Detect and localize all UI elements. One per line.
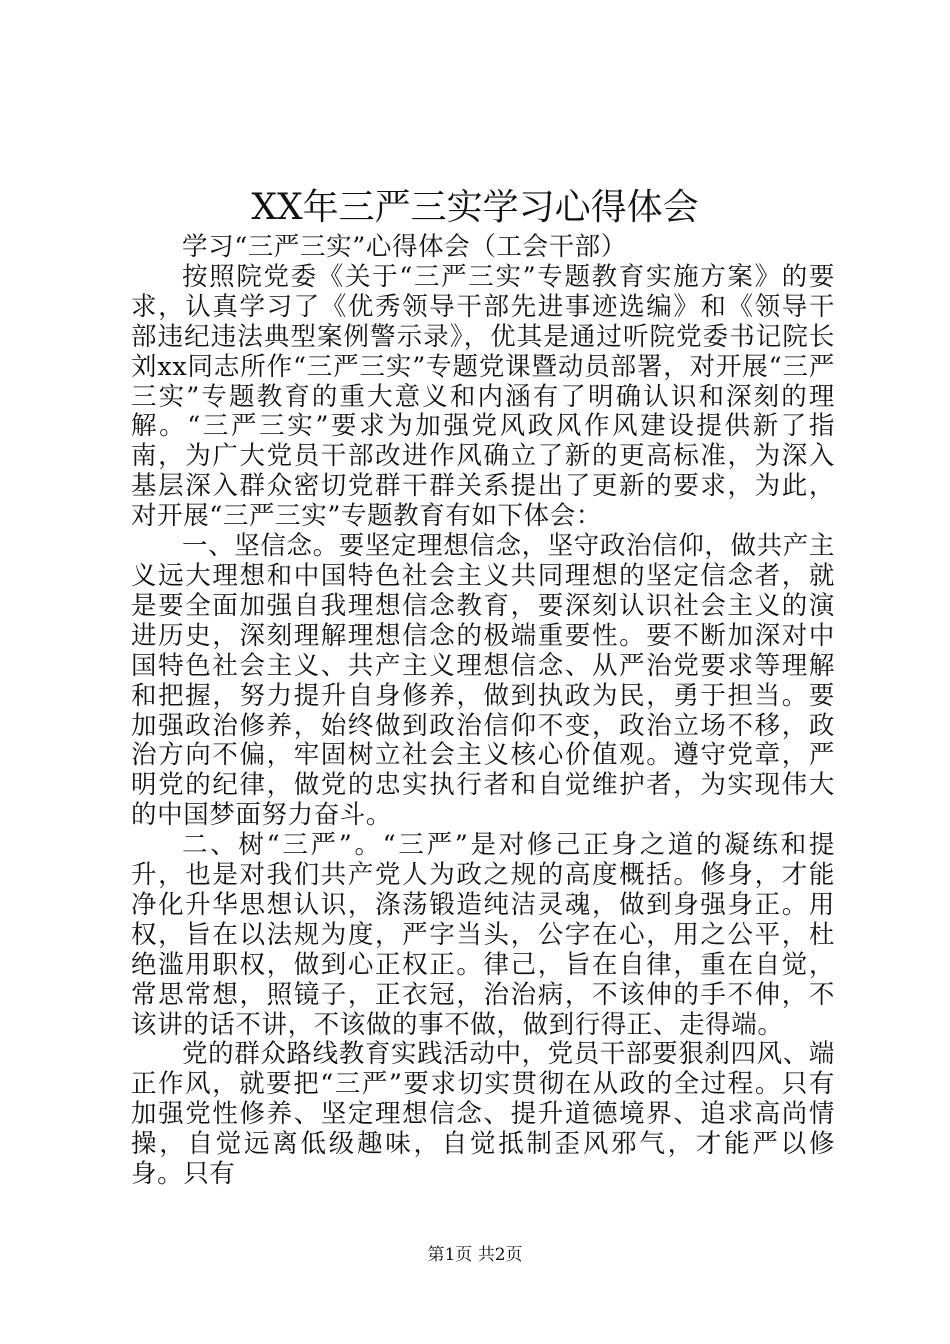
subtitle-paragraph: 学习“三严三实”心得体会（工会干部） — [182, 232, 627, 262]
body-paragraph: 一、坚信念。要坚定理想信念，坚守政治信仰，做共产主义远大理想和中国特色社会主义共同理想的坚定信念者，就是要全面加强自我理想信念教育，要深刻认识社会主义的演进历史，深刻理解理想信念的极端重要性。要不断加深对中国特色社会主义、共产主义理想信念、从严治党要求等理解和把握，努力提升自身修养，做到执政为民，勇于担当。要加强政治修养，始终做到政治信仰不变，政治立场不移，政治方向不偏，牢固树立社会主义核心价值观。遵守党章，严明党的纪律，做党的忠实执行者和自觉维护者，为实现伟大的中国梦面努力奋斗。 — [131, 531, 835, 831]
body-paragraph: 二、树“三严”。“三严”是对修己正身之道的凝练和提升，也是对我们共产党人为政之规的高度概括。修身，才能净化升华思想认识，涤荡锻造纯洁灵魂，做到身强身正。用权，旨在以法规为度，严字当头，公字在心，用之公平，杜绝滥用职权，做到心正权正。律己，旨在自律，重在自觉，常思常想，照镜子，正衣冠，治治病，不该伸的手不伸，不该讲的话不讲，不该做的事不做，做到行得正、走得端。 — [131, 830, 835, 1040]
document-body — [131, 233, 835, 1190]
body-paragraph: 按照院党委《关于“三严三实”专题教育实施方案》的要求，认真学习了《优秀领导干部先进事迹选编》和《领导干部违纪违法典型案例警示录》，优其是通过听院党委书记院长刘xx同志所作“三严三实”专题党课暨动员部署，对开展“三严三实”专题教育的重大意义和内涵有了明确认识和深刻的理解。“三严三实”要求为加强党风政风作风建设提供新了指南，为广大党员干部改进作风确立了新的更高标准，为深入基层深入群众密切党群干群关系提出了更新的要求，为此，对开展“三严三实”专题教育有如下体会： — [131, 261, 835, 532]
document-title: XX年三严三实学习心得体会 — [251, 187, 699, 228]
body-paragraph: 党的群众路线教育实践活动中，党员干部要狠刹四风、端正作风，就要把“三严”要求切实贯彻在从政的全过程。只有加强党性修养、坚定理想信念、提升道德境界、追求高尚情操，自觉远离低级趣味，自觉抵制歪风邪气，才能严以修身。只有 — [131, 1039, 835, 1190]
page-number-footer: 第1页 共2页 — [427, 1245, 523, 1265]
